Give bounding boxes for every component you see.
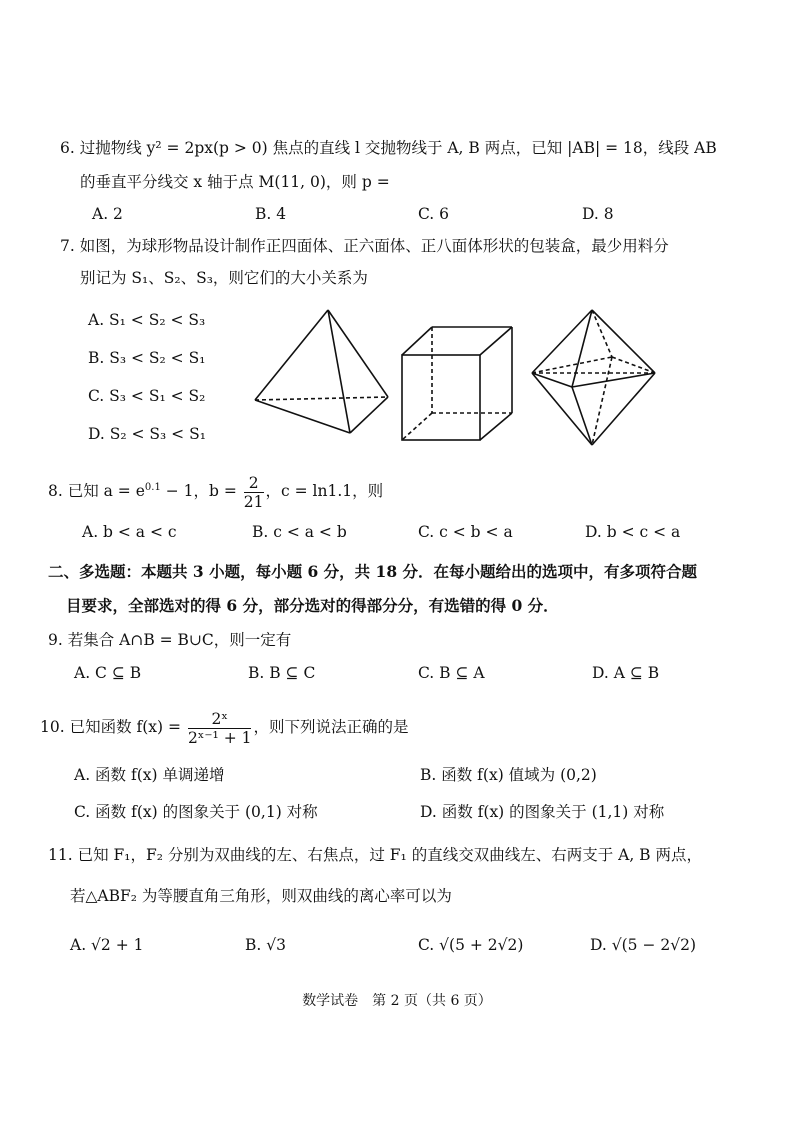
- section2-line2: 目要求，全部选对的得 6 分，部分选对的得部分分，有选错的得 0 分．: [66, 596, 559, 615]
- q8-suffix: ，c = ln1.1，则: [265, 482, 384, 501]
- q10-option-a: A. 函数 f(x) 单调递增: [74, 766, 225, 784]
- cube-figure: [402, 327, 512, 440]
- q9-option-b: B. B ⊆ C: [248, 664, 316, 682]
- q10-stem: [40, 705, 408, 749]
- polyhedra-figures: [250, 305, 730, 450]
- q11-option-c: C. √(5 + 2√2): [418, 936, 524, 954]
- q9-line1: 9. 若集合 A∩B = B∪C，则一定有: [48, 631, 292, 649]
- q11-option-b: B. √3: [245, 936, 286, 954]
- q10-option-c: C. 函数 f(x) 的图象关于 (0,1) 对称: [74, 803, 318, 821]
- q6-option-a: A. 2: [92, 205, 123, 223]
- q6-line2: 的垂直平分线交 x 轴于点 M(11, 0)，则 p =: [80, 173, 390, 191]
- q10-suffix: ，则下列说法正确的是: [253, 718, 409, 736]
- q10-frac-den: 2ˣ⁻¹ + 1: [187, 728, 252, 747]
- q10-prefix: 10. 已知函数 f(x) =: [40, 718, 181, 736]
- tetrahedron-figure: [255, 310, 388, 433]
- q11-line2: 若△ABF₂ 为等腰直角三角形，则双曲线的离心率可以为: [70, 887, 452, 905]
- q8-fraction: [244, 474, 264, 511]
- q7-line2: 别记为 S₁、S₂、S₃，则它们的大小关系为: [80, 269, 368, 287]
- q6-option-b: B. 4: [255, 205, 287, 223]
- section2-line1: 二、多选题：本题共 3 小题，每小题 6 分，共 18 分．在每小题给出的选项中，有多项符合题: [48, 562, 698, 581]
- q8-option-d: D. b < c < a: [585, 523, 681, 541]
- q8-option-b: B. c < a < b: [252, 523, 347, 541]
- q6-option-d: D. 8: [582, 205, 614, 223]
- q8-stem: [48, 468, 383, 511]
- q11-option-d: D. √(5 − 2√2): [590, 936, 697, 954]
- q7-option-a: A. S₁ < S₂ < S₃: [88, 311, 206, 329]
- q8-option-c: C. c < b < a: [418, 523, 513, 541]
- q9-option-a: A. C ⊆ B: [74, 664, 142, 682]
- q7-line1: 7. 如图，为球形物品设计制作正四面体、正六面体、正八面体形状的包装盒，最少用料分: [60, 237, 669, 255]
- q6-option-c: C. 6: [418, 205, 450, 223]
- q11-line1: 11. 已知 F₁，F₂ 分别为双曲线的左、右焦点，过 F₁ 的直线交双曲线左、右两支于 A, B 两点，: [48, 846, 702, 864]
- q8-frac-num: 2: [244, 474, 264, 493]
- q6-line1: 6. 过抛物线 y² = 2px(p > 0) 焦点的直线 l 交抛物线于 A, B 两点，已知 |AB| = 18，线段 AB: [60, 139, 717, 157]
- q9-option-c: C. B ⊆ A: [418, 664, 485, 682]
- q8-prefix: 8. 已知 a = e: [48, 482, 145, 501]
- q10-option-b: B. 函数 f(x) 值域为 (0,2): [420, 766, 597, 784]
- q7-option-b: B. S₃ < S₂ < S₁: [88, 349, 206, 367]
- q9-option-d: D. A ⊆ B: [592, 664, 660, 682]
- q7-option-c: C. S₃ < S₁ < S₂: [88, 387, 206, 405]
- q8-frac-den: 21: [243, 492, 264, 511]
- q10-option-d: D. 函数 f(x) 的图象关于 (1,1) 对称: [420, 803, 665, 821]
- octahedron-figure: [532, 310, 655, 445]
- q10-fraction: [188, 710, 252, 747]
- page-footer: 数学试卷 第 2 页（共 6 页）: [302, 993, 492, 1009]
- q8-exponent: 0.1: [144, 482, 161, 493]
- q11-option-a: A. √2 + 1: [70, 936, 144, 954]
- q7-option-d: D. S₂ < S₃ < S₁: [88, 425, 206, 443]
- q8-mid: − 1，b =: [160, 482, 237, 501]
- q10-frac-num: 2ˣ: [188, 710, 252, 729]
- q8-option-a: A. b < a < c: [82, 523, 177, 541]
